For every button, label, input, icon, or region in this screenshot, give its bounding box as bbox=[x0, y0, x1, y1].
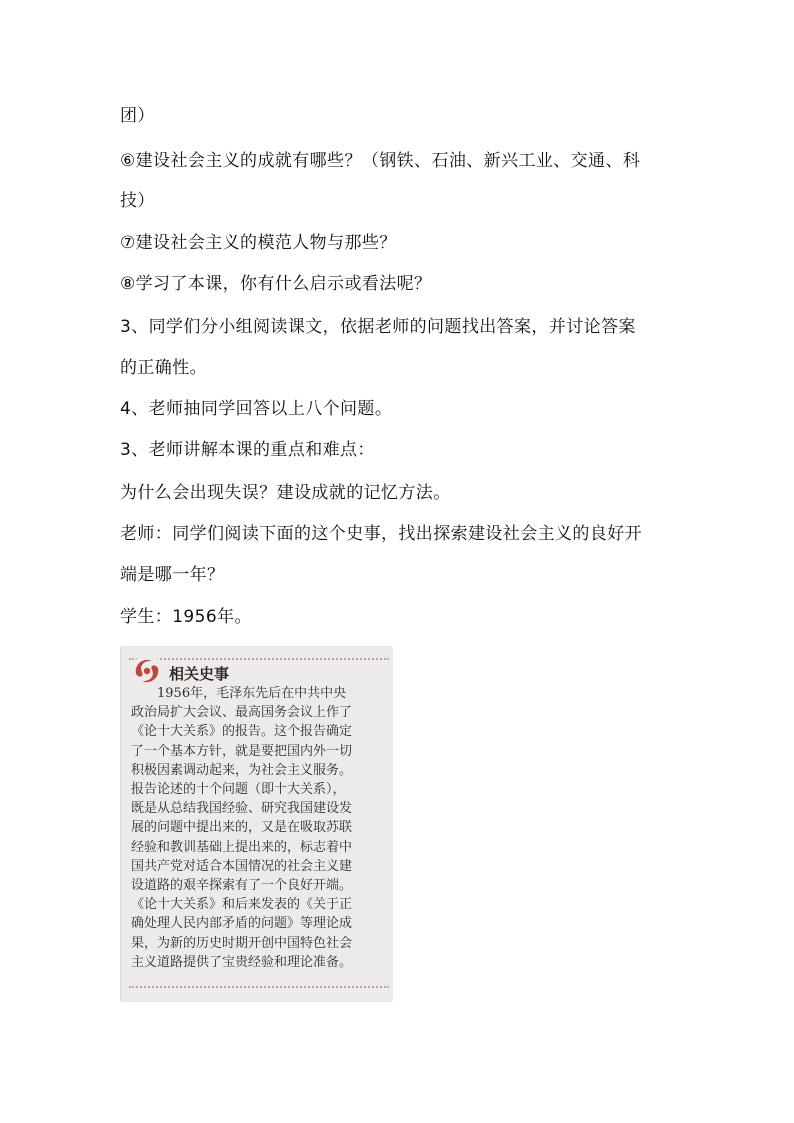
text-line-continuation-1: 团） bbox=[120, 106, 155, 126]
figure-body-text bbox=[131, 684, 389, 972]
figure-text-line: 积极因素调动起来，为社会主义服务。 bbox=[131, 762, 353, 778]
figure-text-line: 确处理人民内部矛盾的问题》等理论成 bbox=[131, 916, 353, 932]
figure-dotted-top-divider bbox=[129, 658, 389, 660]
figure-text-line: 报告论述的十个问题（即十大关系）， bbox=[131, 782, 346, 798]
student-answer-line: 学生：1956年。 bbox=[120, 607, 252, 627]
question-6-continuation: 技） bbox=[120, 191, 155, 211]
figure-text-line: 经验和教训基础上提出来的，标志着中 bbox=[131, 839, 353, 855]
key-points-detail: 为什么会出现失误？建设成就的记忆方法。 bbox=[120, 483, 451, 503]
question-6-line: ⑥建设社会主义的成就有哪些？（钢铁、石油、新兴工业、交通、科 bbox=[120, 151, 641, 171]
figure-text-line: 政治局扩大会议、最高国务会议上作了 bbox=[131, 705, 353, 721]
figure-heading: 相关史事 bbox=[169, 665, 230, 683]
question-8-line: ⑧学习了本课，你有什么启示或看法呢？ bbox=[120, 274, 432, 294]
teacher-prompt-continuation: 端是哪一年？ bbox=[120, 565, 225, 585]
figure-text-line: 主义道路提供了宝贵经验和理论准备。 bbox=[131, 954, 353, 970]
figure-text-line: 1956年，毛泽东先后在中共中央 bbox=[131, 686, 347, 701]
step-3-key-points: 3、老师讲解本课的重点和难点： bbox=[120, 440, 375, 460]
related-history-figure bbox=[120, 646, 393, 1002]
figure-text-line: 既是从总结我国经验、研究我国建设发 bbox=[131, 801, 353, 817]
step-4-answer-questions: 4、老师抽同学回答以上八个问题。 bbox=[120, 399, 393, 419]
figure-text-line: 果，为新的历史时期开创中国特色社会 bbox=[131, 935, 353, 951]
figure-text-line: 设道路的艰辛探索有了一个良好开端。 bbox=[131, 878, 353, 894]
history-swirl-icon bbox=[130, 654, 164, 688]
teacher-prompt-line: 老师：同学们阅读下面的这个史事，找出探索建设社会主义的良好开 bbox=[120, 524, 642, 544]
question-7-line: ⑦建设社会主义的模范人物与那些？ bbox=[120, 233, 397, 253]
figure-text-line: 国共产党对适合本国情况的社会主义建 bbox=[131, 858, 353, 874]
figure-text-line: 《论十大关系》的报告。这个报告确定 bbox=[131, 724, 353, 740]
step-3-group-reading: 3、同学们分小组阅读课文，依据老师的问题找出答案，并讨论答案 bbox=[120, 317, 636, 337]
figure-text-line: 《论十大关系》和后来发表的《关于正 bbox=[131, 897, 353, 913]
figure-text-line: 了一个基本方针，就是要把国内外一切 bbox=[131, 743, 353, 759]
figure-text-line: 展的问题中提出来的，又是在吸取苏联 bbox=[131, 820, 353, 836]
step-3-continuation: 的正确性。 bbox=[120, 358, 207, 378]
figure-dotted-bottom-divider bbox=[129, 986, 389, 988]
